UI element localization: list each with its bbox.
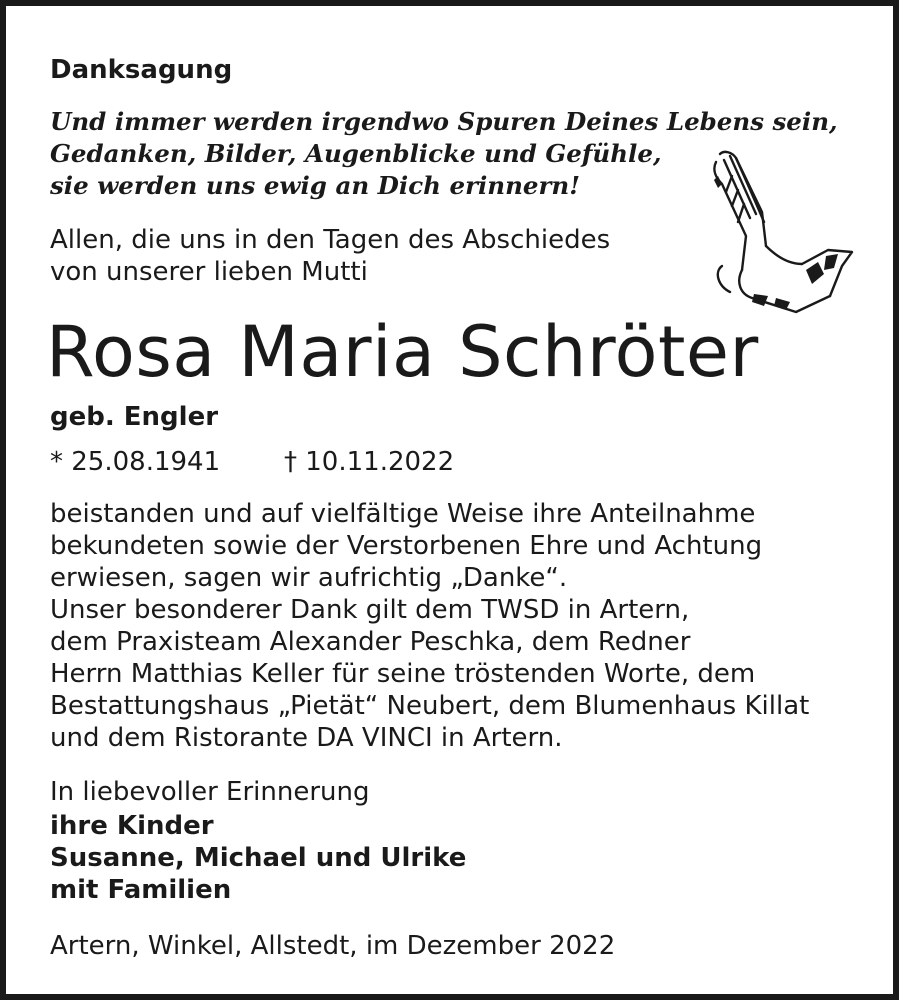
- quote-line: sie werden uns ewig an Dich erinnern!: [50, 171, 580, 200]
- quote-line: Und immer werden irgendwo Spuren Deines Lebens sein,: [50, 107, 838, 136]
- closing-line: In liebevoller Erinnerung: [50, 777, 370, 807]
- place-date: Artern, Winkel, Allstedt, im Dezember 2022: [50, 931, 616, 961]
- body-line: und dem Ristorante DA VINCI in Artern.: [50, 723, 563, 753]
- family-line: mit Familien: [50, 875, 232, 905]
- family-line: Susanne, Michael und Ulrike: [50, 843, 467, 873]
- body-line: Unser besonderer Dank gilt dem TWSD in Artern,: [50, 595, 690, 625]
- birth-date: * 25.08.1941: [50, 447, 221, 477]
- praying-hands-icon: [706, 146, 862, 318]
- body-line: Herrn Matthias Keller für seine tröstenden Worte, dem: [50, 659, 756, 689]
- family-line: ihre Kinder: [50, 811, 214, 841]
- body-line: erwiesen, sagen wir aufrichtig „Danke“.: [50, 563, 568, 593]
- deceased-name: Rosa Maria Schröter: [46, 311, 759, 393]
- birth-name: geb. Engler: [50, 402, 219, 432]
- quote-line: Gedanken, Bilder, Augenblicke und Gefühle,: [50, 139, 662, 168]
- intro-line: Allen, die uns in den Tagen des Abschiedes: [50, 225, 611, 255]
- body-line: beistanden und auf vielfältige Weise ihre Anteilnahme: [50, 499, 756, 529]
- death-date: † 10.11.2022: [284, 447, 455, 477]
- notice-heading: Danksagung: [50, 55, 233, 85]
- intro-line: von unserer lieben Mutti: [50, 257, 368, 287]
- body-line: bekundeten sowie der Verstorbenen Ehre und Achtung: [50, 531, 763, 561]
- body-line: dem Praxisteam Alexander Peschka, dem Redner: [50, 627, 691, 657]
- body-line: Bestattungshaus „Pietät“ Neubert, dem Blumenhaus Killat: [50, 691, 810, 721]
